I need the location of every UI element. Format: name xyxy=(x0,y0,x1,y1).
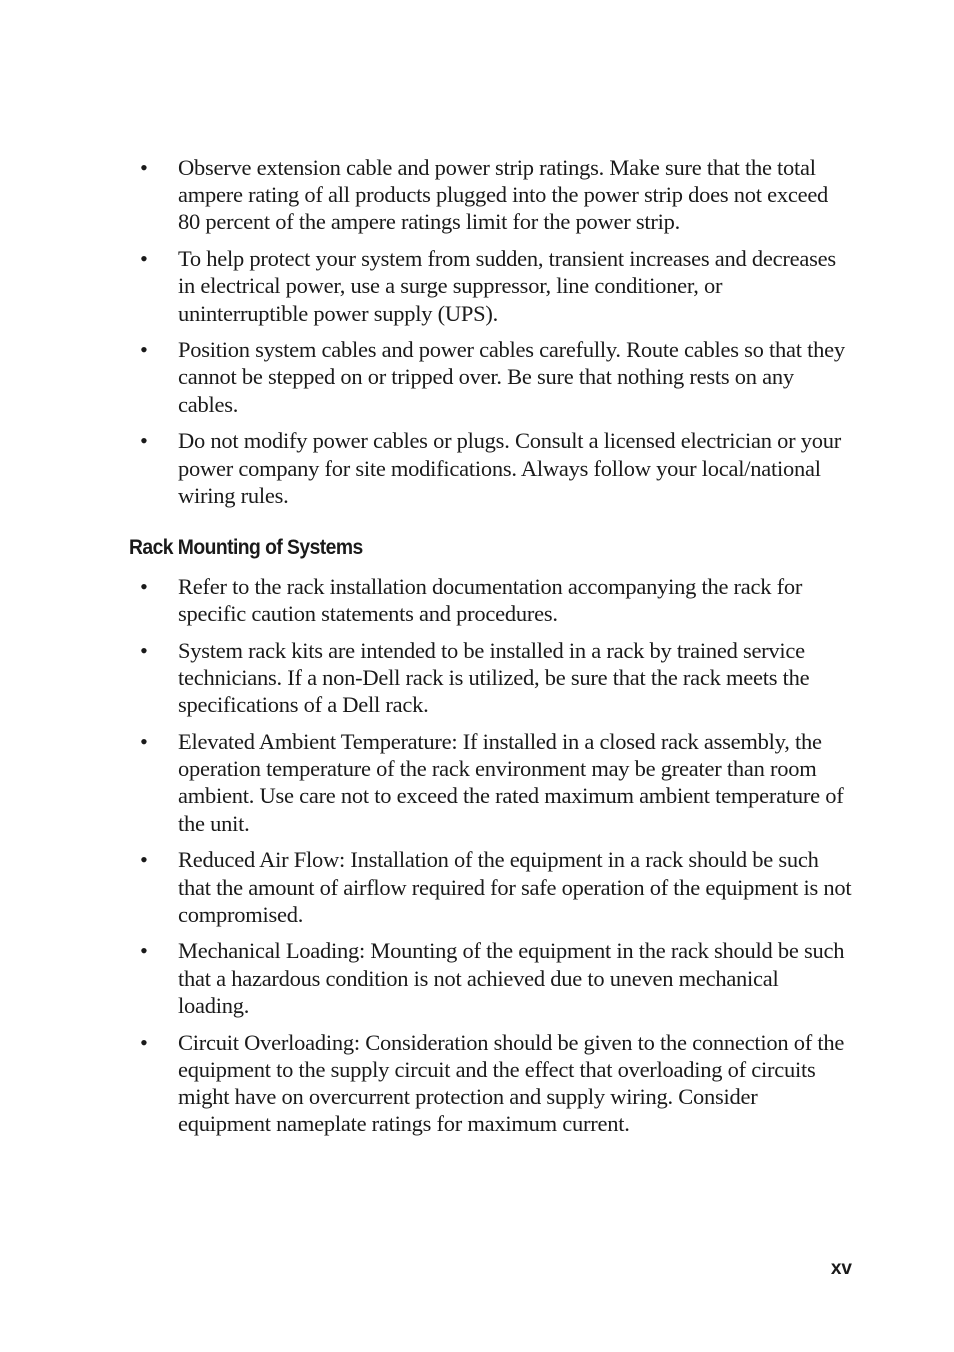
power-safety-list xyxy=(0,154,855,509)
page-number: xv xyxy=(830,1258,852,1279)
list-item xyxy=(0,573,855,627)
section-heading: Rack Mounting of Systems xyxy=(129,536,363,559)
list-item-text: Circuit Overloading: Consideration should be given to the connection of the equipment to the supply circuit and the effect that overloading of circuits might have on overcurrent protection and supply wiring. Consider equipment nameplate ratings for maximum current. xyxy=(178,1029,845,1137)
bullet-icon: • xyxy=(140,246,148,272)
bullet-icon: • xyxy=(140,847,148,873)
list-item-text: Do not modify power cables or plugs. Consult a licensed electrician or your power company for site modifications. Always follow your local/national wiring rules. xyxy=(178,428,841,508)
bullet-icon: • xyxy=(140,155,148,180)
bullet-icon: • xyxy=(140,574,148,599)
list-item-text: Mechanical Loading: Mounting of the equipment in the rack should be such that a hazardous condition is not achieved due to uneven mechanical loading. xyxy=(178,938,845,1018)
list-item-text: Reduced Air Flow: Installation of the equipment in a rack should be such that the amount of airflow required for safe operation of the equipment is not compromised. xyxy=(178,847,852,927)
bullet-icon: • xyxy=(140,938,148,964)
list-item xyxy=(0,937,855,1019)
list-item xyxy=(0,637,855,719)
list-item-text: System rack kits are intended to be installed in a rack by trained service technicians. If a non-Dell rack is utilized, be sure that the rack meets the specifications of a Dell rack. xyxy=(178,637,810,718)
bullet-icon: • xyxy=(140,637,148,663)
list-item xyxy=(0,427,855,509)
list-item-text: Refer to the rack installation documentation accompanying the rack for specific caution statements and procedures. xyxy=(178,574,803,627)
list-item-text: To help protect your system from sudden, transient increases and decreases in electrical power, use a surge suppressor, line conditioner, or uninterruptible power supply (UPS). xyxy=(178,246,836,326)
bullet-icon: • xyxy=(140,1029,148,1055)
list-item xyxy=(0,245,855,327)
rack-mounting-list xyxy=(0,573,855,1137)
bullet-icon: • xyxy=(140,428,148,454)
list-item xyxy=(0,728,855,837)
list-item-text: Observe extension cable and power strip ratings. Make sure that the total ampere rating of all products plugged into the power strip does not exceed 80 percent of the ampere ratings limit for the power strip. xyxy=(178,155,829,235)
list-item xyxy=(0,1029,855,1138)
list-item xyxy=(0,154,855,236)
list-item-text: Position system cables and power cables carefully. Route cables so that they cannot be stepped on or tripped over. Be sure that nothing rests on any cables. xyxy=(178,337,845,417)
list-item xyxy=(0,846,855,928)
bullet-icon: • xyxy=(140,729,148,755)
bullet-icon: • xyxy=(140,337,148,363)
list-item-text: Elevated Ambient Temperature: If installed in a closed rack assembly, the operation temperature of the rack environment may be greater than room ambient. Use care not to exceed the rated maximum ambient temperature of the unit. xyxy=(178,729,844,836)
list-item xyxy=(0,336,855,418)
